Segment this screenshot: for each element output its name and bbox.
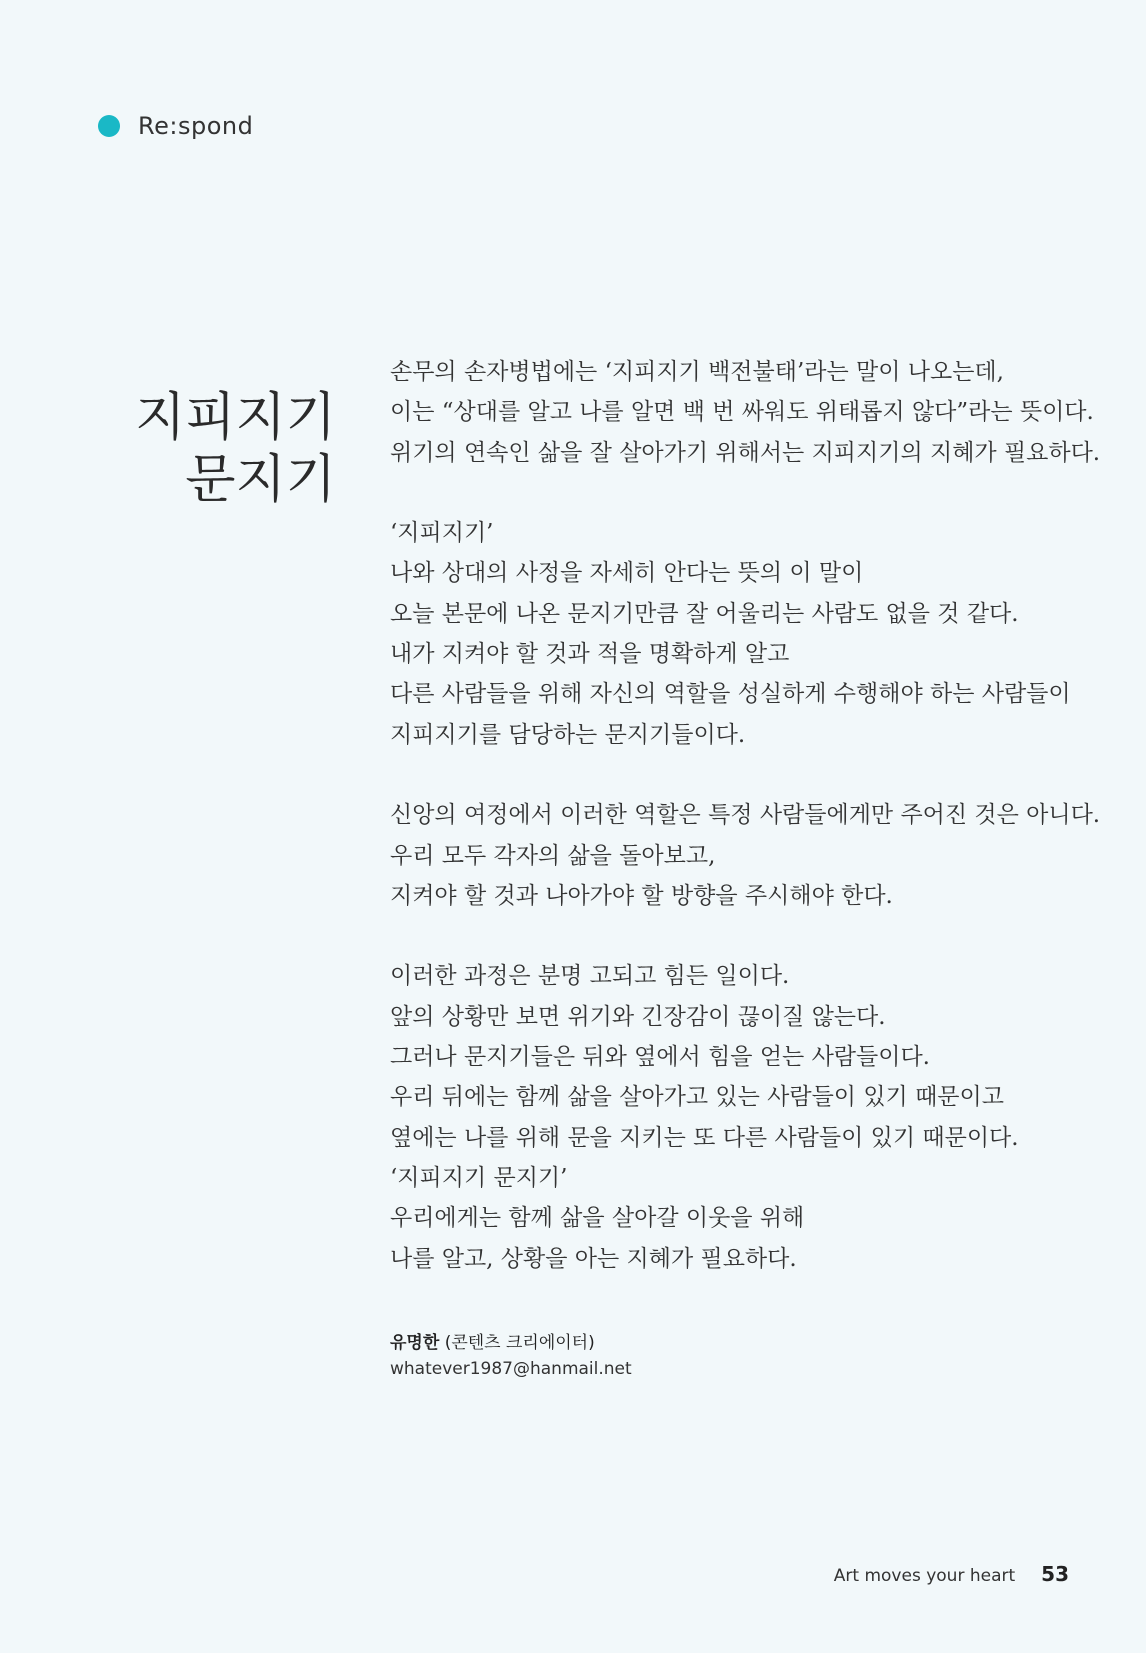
- body-line: 지피지기를 담당하는 문지기들이다.: [390, 721, 746, 748]
- author-block: [390, 1330, 632, 1382]
- body-paragraph: [390, 352, 1101, 473]
- body-line: 앞의 상황만 보면 위기와 긴장감이 끊이질 않는다.: [390, 1003, 886, 1030]
- author-name: 유명한: [390, 1333, 440, 1353]
- body-line: 우리에게는 함께 삶을 살아갈 이웃을 위해: [390, 1205, 805, 1232]
- body-line: 오늘 본문에 나온 문지기만큼 잘 어울리는 사람도 없을 것 같다.: [390, 600, 1019, 627]
- article-title: [135, 387, 336, 511]
- body-line: 나와 상대의 사정을 자세히 안다는 뜻의 이 말이: [390, 560, 864, 587]
- body-line: 나를 알고, 상황을 아는 지혜가 필요하다.: [390, 1245, 797, 1272]
- author-role: (콘텐츠 크리에이터): [444, 1333, 595, 1353]
- body-line: 지켜야 할 것과 나아가야 할 방향을 주시해야 한다.: [390, 882, 893, 909]
- footer-slogan: Art moves your heart: [833, 1566, 1016, 1586]
- body-line: 손무의 손자병법에는 ‘지피지기 백전불태’라는 말이 나오는데,: [390, 359, 1004, 385]
- body-paragraph: [390, 956, 1090, 1278]
- page-number: 53: [1041, 1562, 1069, 1586]
- body-paragraph: [390, 513, 1090, 755]
- author-email: whatever1987@hanmail.net: [390, 1359, 632, 1379]
- body-line: 우리 모두 각자의 삶을 돌아보고,: [390, 842, 716, 869]
- body-line: ‘지피지기 문지기’: [390, 1164, 568, 1191]
- body-paragraph: [390, 795, 1101, 916]
- body-line: 다른 사람들을 위해 자신의 역할을 성실하게 수행해야 하는 사람들이: [390, 681, 1071, 708]
- body-line: 위기의 연속인 삶을 잘 살아가기 위해서는 지피지기의 지혜가 필요하다.: [390, 439, 1101, 466]
- section-label: Re:spond: [138, 112, 254, 140]
- body-line: 그러나 문지기들은 뒤와 옆에서 힘을 얻는 사람들이다.: [390, 1044, 930, 1071]
- body-line: 신앙의 여정에서 이러한 역할은 특정 사람들에게만 주어진 것은 아니다.: [390, 802, 1101, 829]
- body-line: 옆에는 나를 위해 문을 지키는 또 다른 사람들이 있기 때문이다.: [390, 1124, 1019, 1151]
- section-dot-icon: [98, 115, 120, 137]
- body-line: 우리 뒤에는 함께 삶을 살아가고 있는 사람들이 있기 때문이고: [390, 1084, 1004, 1111]
- article-body: [390, 352, 1101, 1319]
- section-tag: [98, 112, 253, 140]
- body-line: ‘지피지기’: [390, 520, 494, 547]
- page-footer: [834, 1562, 1069, 1586]
- body-line: 내가 지켜야 할 것과 적을 명확하게 알고: [390, 641, 790, 668]
- title-line-2: 문지기: [185, 449, 336, 510]
- body-line: 이러한 과정은 분명 고되고 힘든 일이다.: [390, 963, 790, 990]
- title-line-1: 지피지기: [135, 387, 336, 448]
- body-line: 이는 “상대를 알고 나를 알면 백 번 싸워도 위태롭지 않다”라는 뜻이다.: [390, 399, 1094, 426]
